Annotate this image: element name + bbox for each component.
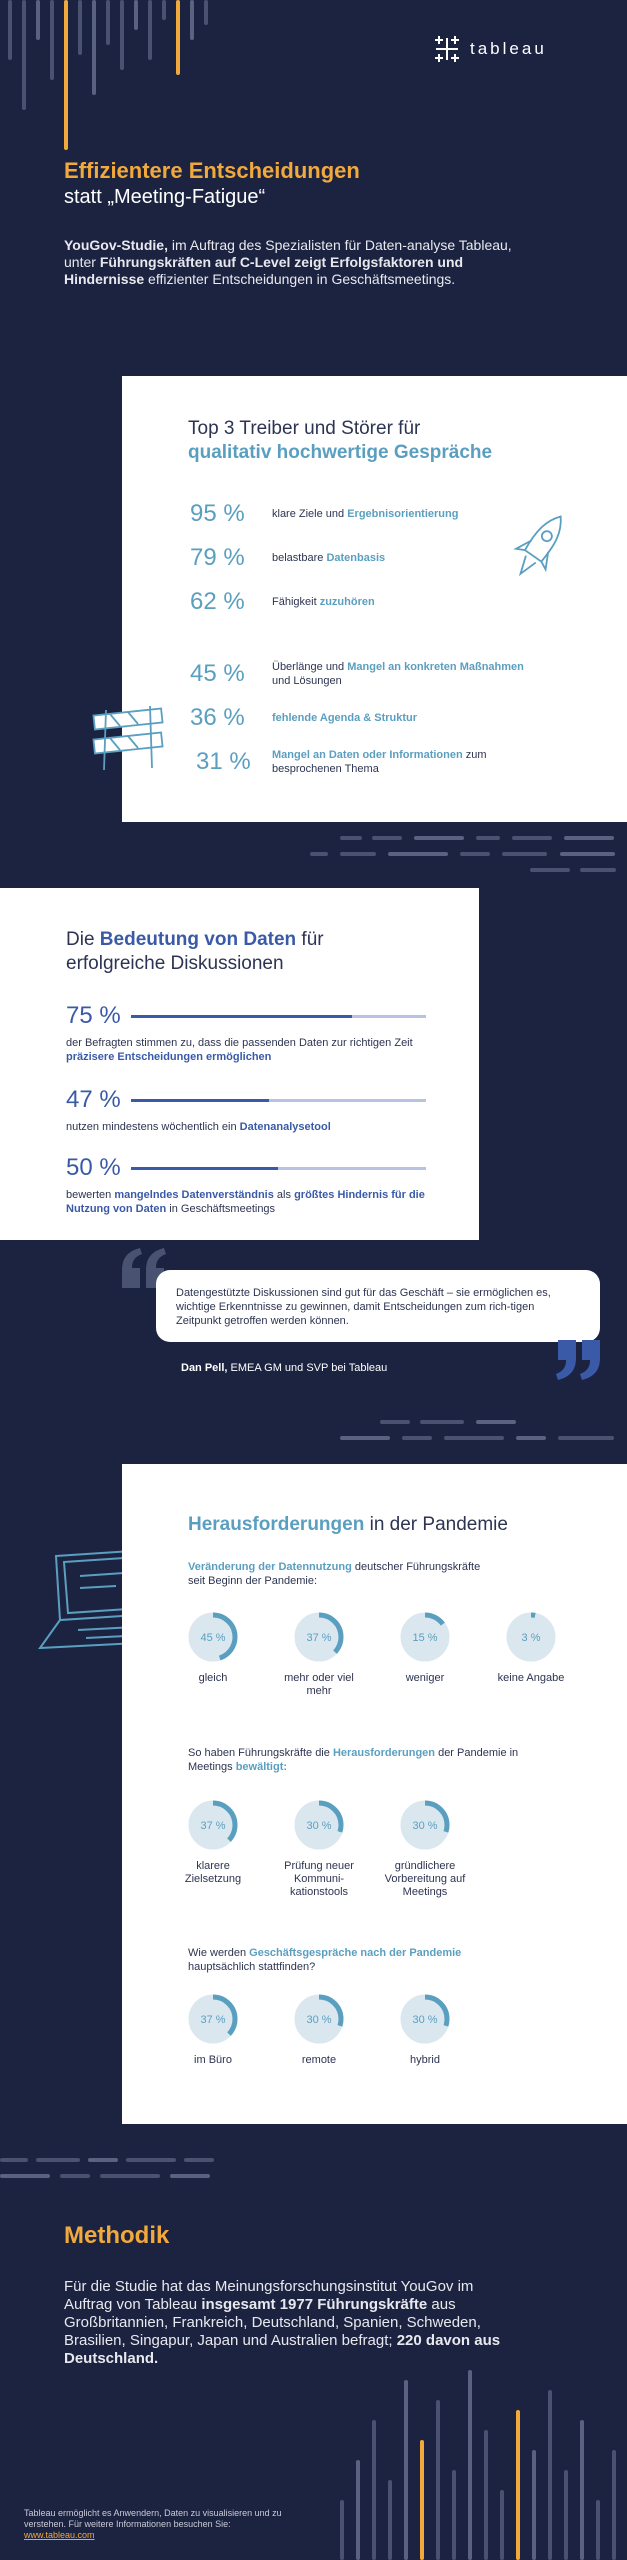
- methodology-title: Methodik: [64, 2222, 170, 2249]
- driver-row: [190, 588, 375, 616]
- pandemic-title: Herausforderungen in der Pandemie: [188, 1514, 508, 1535]
- quote-box: [156, 1270, 600, 1342]
- stopper-row: [190, 704, 417, 732]
- donut-value: 30 %: [306, 1820, 332, 1832]
- intro-bold-2: Führungskräften auf C-Level zeigt Erfolgsfaktoren und Hindernisse: [64, 254, 464, 287]
- pandemic-question-1: Veränderung der Datennutzung deutscher Führungskräfte seit Beginn der Pandemie:: [188, 1561, 481, 1587]
- donut-label: gründlichere Vorbereitung auf Meetings: [384, 1860, 466, 1898]
- donut-label: weniger: [405, 1672, 445, 1684]
- data-stat-bar: [131, 1099, 426, 1102]
- donut-chart: [398, 1610, 452, 1664]
- driver-pct: 95 %: [190, 500, 245, 527]
- stopper-row: [190, 748, 532, 776]
- data-stat-text: der Befragten stimmen zu, dass die passenden Daten zur richtigen Zeit präzisere Entscheidungen ermöglichen: [66, 1037, 413, 1063]
- driver-pct: 62 %: [190, 588, 245, 615]
- quote-text: Datengestützte Diskussionen sind gut für das Geschäft – sie ermöglichen es, wichtige Erkenntnisse zu gewinnen, damit Entscheidungen zum rich-tigen Zeitpunkt getroffen werden können.: [176, 1287, 551, 1327]
- stopper-pct: 31 %: [196, 748, 251, 775]
- donut-label: keine Angabe: [497, 1672, 565, 1684]
- intro-bold-1: YouGov-Studie,: [64, 237, 168, 253]
- donut-chart: [398, 1798, 452, 1852]
- footer: [24, 2508, 304, 2541]
- data-importance-title: Die Bedeutung von Daten für erfolgreiche Diskussionen: [66, 929, 324, 974]
- donut-value: 37 %: [306, 1632, 332, 1644]
- donut-value: 37 %: [200, 2014, 226, 2026]
- stopper-pct: 36 %: [190, 704, 245, 731]
- stopper-pct: 45 %: [190, 660, 245, 687]
- stopper-row: [190, 660, 542, 688]
- page-subtitle: statt „Meeting-Fatigue“: [64, 186, 266, 208]
- donut-value: 3 %: [521, 1632, 541, 1644]
- donut-label: remote: [301, 2054, 337, 2066]
- data-stat-pct: 50 %: [66, 1154, 121, 1181]
- stopper-text: Überlänge und Mangel an konkreten Maßnahmen und Lösungen: [272, 661, 524, 687]
- footer-text: Tableau ermöglicht es Anwendern, Daten zu visualisieren und zu verstehen. Für weitere Informationen besuchen Sie:: [24, 2508, 282, 2529]
- drivers-title-line: Top 3 Treiber und Störer für: [188, 418, 421, 439]
- quote-author: Dan Pell, EMEA GM und SVP bei Tableau: [181, 1362, 388, 1374]
- donut-chart: [504, 1610, 558, 1664]
- data-stat-pct: 47 %: [66, 1086, 121, 1113]
- logo-text: tableau: [470, 39, 547, 58]
- barrier-icon: [90, 702, 170, 772]
- donut-chart: [398, 1992, 452, 2046]
- quote-close-icon: [552, 1338, 604, 1380]
- data-stat-bar: [131, 1015, 426, 1018]
- donut-chart: [292, 1610, 346, 1664]
- donut-label: im Büro: [194, 2054, 232, 2066]
- data-stat-row: [66, 1154, 426, 1216]
- donut-chart: [186, 1992, 240, 2046]
- drivers-title: [188, 418, 492, 464]
- footer-link[interactable]: www.tableau.com: [24, 2530, 95, 2540]
- data-importance-card: [0, 888, 479, 1240]
- driver-row: [190, 544, 385, 572]
- driver-text: belastbare Datenbasis: [272, 552, 386, 564]
- data-stat-bar: [131, 1167, 426, 1170]
- donut-chart: [186, 1610, 240, 1664]
- pandemic-card: [122, 1464, 627, 2124]
- donut-label: gleich: [198, 1672, 228, 1684]
- intro-text-1: im Auftrag des Spezialisten für Daten-analyse Tableau, unter: [64, 237, 512, 270]
- data-stat-text: nutzen mindestens wöchentlich ein Datenanalysetool: [66, 1121, 331, 1133]
- drivers-card: [122, 376, 627, 822]
- donut-value: 30 %: [412, 1820, 438, 1832]
- donut-label: hybrid: [410, 2054, 440, 2066]
- driver-pct: 79 %: [190, 544, 245, 571]
- stopper-text: Mangel an Daten oder Informationen zum besprochenen Thema: [272, 749, 487, 775]
- donut-value: 30 %: [306, 2014, 332, 2026]
- pandemic-question-2: So haben Führungskräfte die Herausforderungen der Pandemie in Meetings bewältigt:: [188, 1747, 519, 1773]
- donut-chart: [292, 1992, 346, 2046]
- data-stat-pct: 75 %: [66, 1002, 121, 1029]
- driver-row: [190, 500, 458, 528]
- pandemic-question-3: Wie werden Geschäftsgespräche nach der Pandemie hauptsächlich stattfinden?: [188, 1947, 462, 1973]
- donut-chart: [292, 1798, 346, 1852]
- donut-label: klarere Zielsetzung: [184, 1860, 242, 1885]
- driver-text: klare Ziele und Ergebnisorientierung: [272, 508, 459, 520]
- donut-chart: [186, 1798, 240, 1852]
- methodology-text: Für die Studie hat das Meinungsforschungsinstitut YouGov im Auftrag von Tableau insgesamt 1977 Führungskräfte aus Großbritannien, Frankreich, Deutschland, Spanien, Schweden, Brasilien, Singapur, Japan und Australien befragt; 220 davon aus Deutschland.: [64, 2278, 501, 2367]
- donut-value: 30 %: [412, 2014, 438, 2026]
- intro-text-2: effizienter Entscheidungen in Geschäftsmeetings.: [144, 271, 456, 287]
- data-stat-row: [66, 1086, 426, 1134]
- driver-text: Fähigkeit zuzuhören: [272, 596, 375, 608]
- stopper-text: fehlende Agenda & Struktur: [272, 712, 418, 724]
- donut-value: 15 %: [412, 1632, 438, 1644]
- data-stat-text: bewerten mangelndes Datenverständnis als größtes Hindernis für die Nutzung von Daten in Geschäftsmeetings: [66, 1189, 425, 1215]
- drivers-title-highlight: qualitativ hochwertige Gespräche: [188, 442, 493, 463]
- tableau-cross-icon: [432, 34, 462, 64]
- intro-text: [64, 237, 514, 288]
- donut-value: 45 %: [200, 1632, 226, 1644]
- rocket-icon: [512, 506, 568, 586]
- donut-value: 37 %: [200, 1820, 226, 1832]
- data-stat-row: [66, 1002, 426, 1064]
- tableau-logo[interactable]: [432, 34, 547, 64]
- donut-label: mehr oder viel mehr: [284, 1672, 354, 1697]
- page-title: Effizientere Entscheidungen: [64, 158, 360, 183]
- donut-label: Prüfung neuer Kommuni-kationstools: [284, 1860, 354, 1898]
